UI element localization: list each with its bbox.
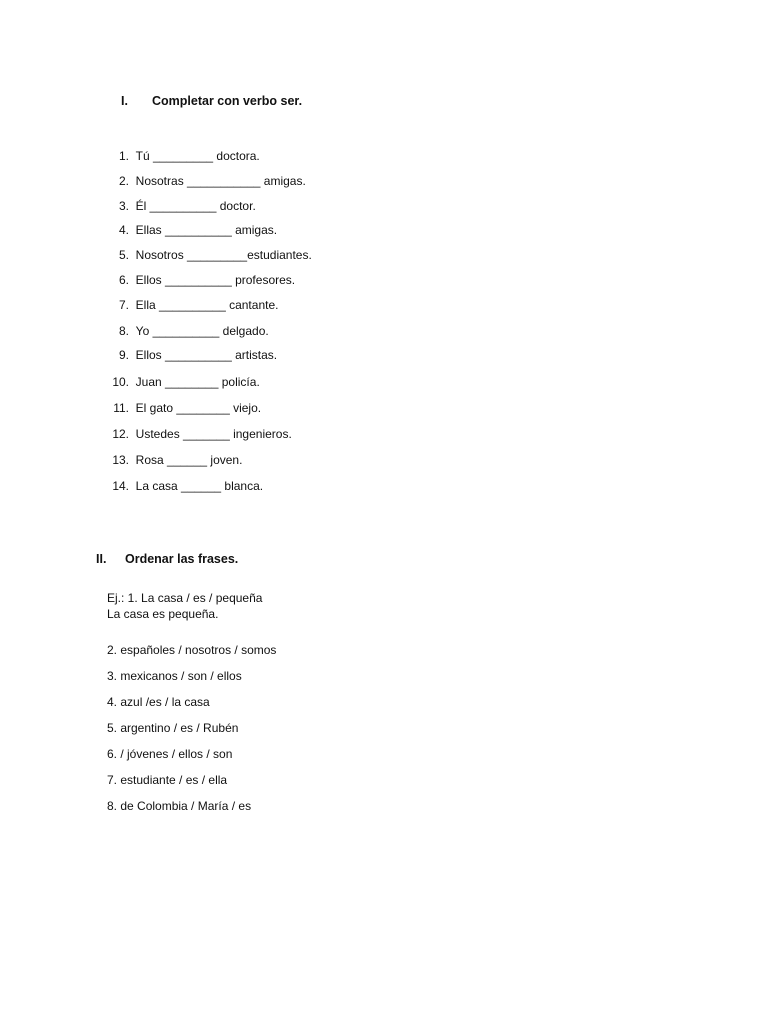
section-1-heading (121, 94, 302, 108)
list-item: 6. Ellos __________ profesores. (118, 273, 296, 287)
section-2-number: II. (96, 552, 107, 566)
list-item: 14. La casa ______ blanca. (112, 479, 264, 493)
list-item: 1. Tú _________ doctora. (118, 149, 260, 163)
list-item: 4. azul /es / la casa (107, 695, 210, 709)
list-item: 2. Nosotras ___________ amigas. (118, 174, 306, 188)
list-item: 7. Ella __________ cantante. (118, 298, 279, 312)
list-item: 6. / jóvenes / ellos / son (107, 747, 233, 761)
list-item: 4. Ellas __________ amigas. (118, 223, 278, 237)
section-1-title: Completar con verbo ser. (152, 94, 303, 108)
list-item: 13. Rosa ______ joven. (112, 453, 243, 467)
section-2-heading (96, 552, 238, 566)
list-item: 10. Juan ________ policía. (112, 375, 260, 389)
list-item: 5. argentino / es / Rubén (107, 721, 239, 735)
list-item: 9. Ellos __________ artistas. (118, 348, 278, 362)
list-item: 3. mexicanos / son / ellos (107, 669, 242, 683)
list-item: 8. de Colombia / María / es (107, 799, 252, 813)
example-answer: La casa es pequeña. (107, 607, 219, 621)
list-item: 12. Ustedes _______ ingenieros. (112, 427, 292, 441)
example-block (107, 590, 262, 622)
list-item: 3. Él __________ doctor. (118, 199, 256, 213)
list-item: 7. estudiante / es / ella (107, 773, 228, 787)
example-prompt: Ej.: 1. La casa / es / pequeña (107, 591, 263, 605)
section-1-number: I. (121, 94, 128, 108)
list-item: 11. El gato ________ viejo. (113, 401, 262, 415)
list-item: 2. españoles / nosotros / somos (107, 643, 277, 657)
list-item: 8. Yo __________ delgado. (118, 324, 269, 338)
section-2-title: Ordenar las frases. (125, 552, 239, 566)
list-item: 5. Nosotros _________estudiantes. (118, 248, 312, 262)
